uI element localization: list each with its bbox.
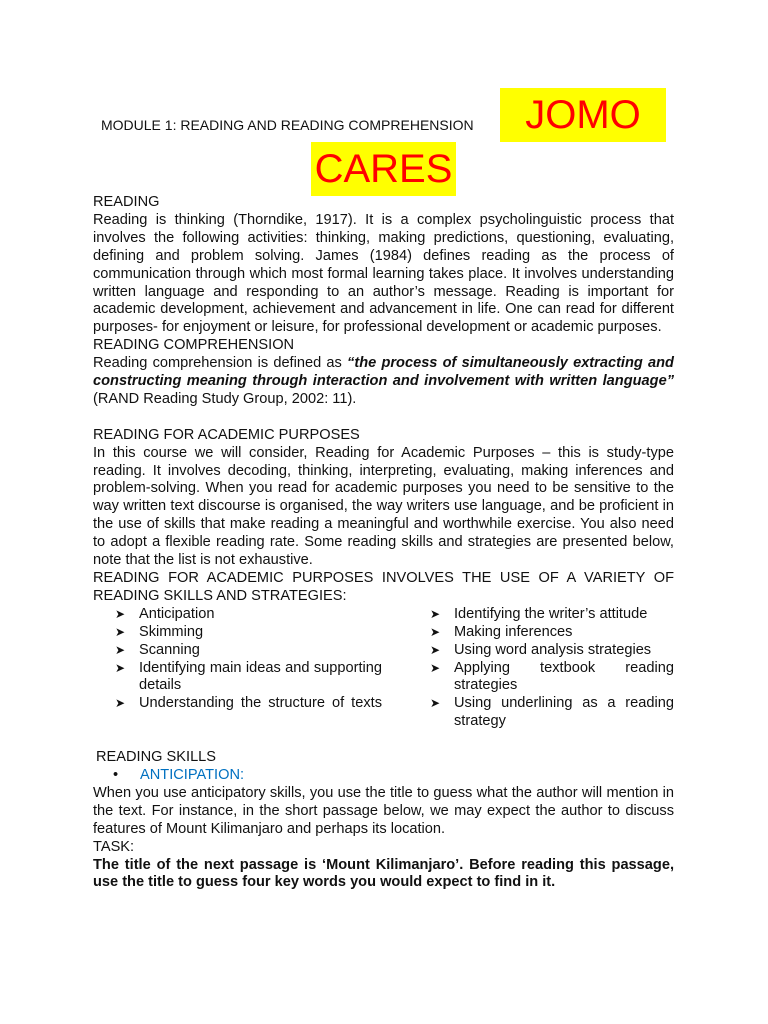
spacer [93,731,674,749]
list-item [430,642,674,660]
list-item-text: Identifying main ideas and supporting details [139,659,382,694]
academic-term: Reading for Academic Purposes [315,444,535,461]
arrowhead-bullet-icon: ➤ [115,624,126,639]
arrowhead-bullet-icon: ➤ [115,696,126,711]
skills-heading: READING SKILLS [96,749,217,766]
arrowhead-bullet-icon: ➤ [115,660,126,675]
spacer [93,409,674,427]
list-item-text: Applying textbook reading strategies [454,659,674,694]
banner-cares: CARES [311,142,456,196]
list-item [115,660,382,696]
arrowhead-bullet-icon: ➤ [430,696,441,711]
comprehension-paragraph [93,355,674,409]
reading-heading: READING [93,194,160,210]
academic-heading: READING FOR ACADEMIC PURPOSES [93,426,360,443]
academic-intro: In this course we will consider, [93,444,316,461]
list-item-text: Anticipation [139,605,215,622]
list-item [430,606,674,624]
anticipation-bullet [93,767,674,785]
list-item-text: Understanding the structure of texts [139,695,382,712]
list-item-text: Making inferences [454,623,573,640]
reading-paragraph: Reading is thinking (Thorndike, 1917). It is a complex psycholinguistic process that involves the following activities: thinking, making predictions, questioning, evaluating, defining and problem solving. James (1984) defines reading as the process of communication through which most formal learning takes place. It involves understanding written language and responding to an author’s message. Reading is important for academic development, achievement and advancement in life. One can read for different purposes- for enjoyment or leisure, for professional development or academic purposes. [93,211,674,336]
comprehension-intro: Reading comprehension is defined as [93,355,348,372]
list-item [430,624,674,642]
arrowhead-bullet-icon: ➤ [430,606,441,621]
anticipation-label: ANTICIPATION: [140,766,245,783]
arrowhead-bullet-icon: ➤ [430,624,441,639]
comprehension-quote: “the process of simultaneously extracting and constructing meaning through interaction and involvement with written language” [93,355,674,390]
list-item-text: Skimming [139,623,204,640]
list-item-text: Scanning [139,641,200,658]
list-item-text: Using underlining as a reading strategy [454,695,674,730]
arrowhead-bullet-icon: ➤ [115,642,126,657]
comprehension-citation: (RAND Reading Study Group, 2002: 11). [93,390,357,407]
arrowhead-bullet-icon: ➤ [430,642,441,657]
list-item [115,624,382,642]
module-title: MODULE 1: READING AND READING COMPREHENSION [101,117,474,133]
academic-rest: – this is study-type reading. It involves decoding, thinking, interpreting, evaluating, making inferences and problem-solving. When you read for academic purposes you need to be sensitive to the way written text discourse is organised, the way writers use language, and be proficient in the use of skills that make reading a meaningful and worthwhile exercise. You also need to adopt a flexible reading rate. Some reading skills and strategies are presented below, note that the list is not exhaustive. [93,444,674,569]
banner-jomo: JOMO [500,88,666,142]
list-item [115,695,382,713]
academic-paragraph [93,445,674,570]
skills-list-left [93,606,382,731]
list-item [430,695,674,731]
list-item [115,642,382,660]
arrowhead-bullet-icon: ➤ [430,660,441,675]
skills-list-right [382,606,674,731]
comprehension-heading: READING COMPREHENSION [93,337,295,354]
academic-involves-line2: READING SKILLS AND STRATEGIES: [93,587,347,604]
list-item [430,660,674,696]
list-item-text: Identifying the writer’s attitude [454,605,648,622]
document-body [93,194,674,892]
round-bullet-icon: • [113,766,119,783]
task-label: TASK: [93,838,135,855]
arrowhead-bullet-icon: ➤ [115,606,126,621]
task-text: The title of the next passage is ‘Mount Kilimanjaro’. Before reading this passage, use the title to guess four key words you would expect to find in it. [93,856,674,891]
anticipation-paragraph: When you use anticipatory skills, you use the title to guess what the author will mention in the text. For instance, in the short passage below, we may expect the author to discuss features of Mount Kilimanjaro and perhaps its location. [93,784,674,837]
skills-list [93,606,674,731]
list-item-text: Using word analysis strategies [454,641,652,658]
list-item [115,606,382,624]
academic-involves-line1: READING FOR ACADEMIC PURPOSES INVOLVES THE USE OF A VARIETY OF [93,570,674,587]
